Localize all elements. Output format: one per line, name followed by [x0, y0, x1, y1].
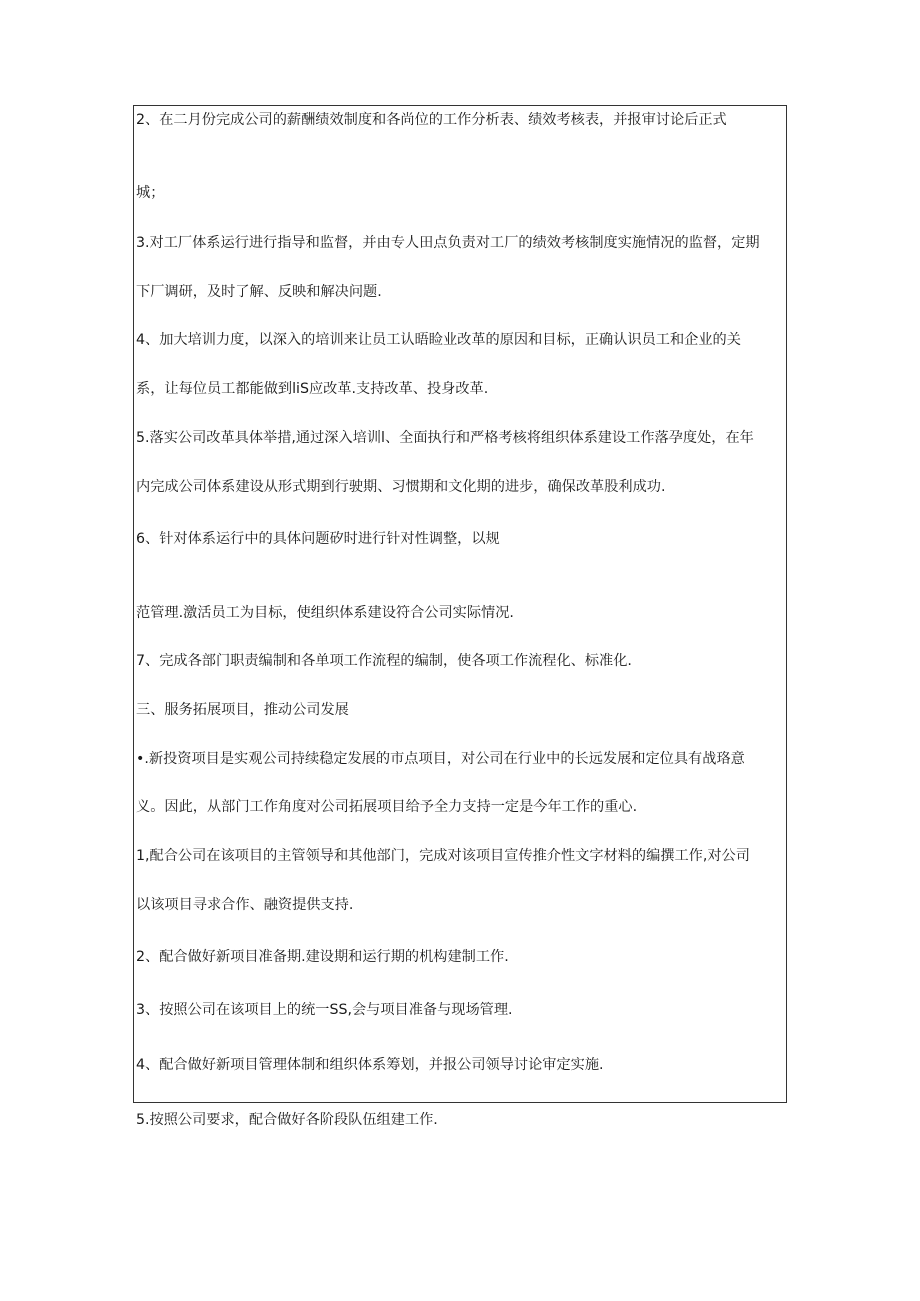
- text-line-19: 4、配合做好新项目管理体制和组织体系筹划，并报公司领导讨论审定实施.: [136, 1057, 604, 1073]
- text-line-13: •.新投资项目是实观公司持续稳定发展的市点项目，对公司在行业中的长远发展和定位具有战珞意: [136, 751, 745, 767]
- text-line-10: 范管理.激活员工为目标，使组织体系建设符合公司实际情况.: [136, 605, 514, 621]
- text-line-6: 系，让每位员工都能做到liS应改革.支持改革、投身改革.: [136, 381, 489, 397]
- text-line-4: 下厂调研，及时了解、反映和解决问题.: [136, 284, 382, 300]
- text-line-3: 3.对工厂体系运行进行指导和监督，并由专人田点负责对工厂的绩效考核制度实施情况的监督，定期: [136, 235, 760, 251]
- text-line-1: 2、在二月份完成公司的薪酬绩效制度和各尚位的工作分析表、绩效考核表，并报审讨论后正式: [136, 112, 727, 128]
- section-heading: 三、服务拓展项目，推动公司发展: [136, 702, 349, 718]
- text-line-20: 5.按照公司要求，配合做好各阶段队伍组建工作.: [136, 1112, 438, 1128]
- text-line-11: 7、完成各部门职责编制和各单项工作流程的编制，使各项工作流程化、标准化.: [136, 653, 632, 669]
- text-line-14: 义。因此，从部门工作角度对公司拓展项目给予全力支持一定是今年工作的重心.: [136, 799, 638, 815]
- text-line-16: 以该项目寻求合作、融资提供支持.: [136, 897, 354, 913]
- text-line-17: 2、配合做好新项目准备期.建设期和运行期的机构建制工作.: [136, 949, 509, 965]
- text-line-7: 5.落实公司改革具体举措,通过深入培训l、全面执行和严格考核将组织体系建设工作落孕度处，在年: [136, 430, 754, 446]
- text-line-5: 4、加大培训力度，以深入的培训来让员工认晤睑业改革的原因和目标，正确认识员工和企业的关: [136, 332, 741, 348]
- text-line-2: 城；: [136, 185, 165, 201]
- text-line-18: 3、按照公司在该项目上的统一SS,会与项目准备与现场管理.: [136, 1002, 513, 1018]
- text-line-8: 内完成公司体系建设从形式期到行驶期、习惯期和文化期的进步，确保改革股利成功.: [136, 479, 666, 495]
- text-line-15: 1,配合公司在该项目的主管领导和其他部门，完成对该项目宣传推介性文字材料的编撰工作,对公司: [136, 848, 750, 864]
- text-line-9: 6、针对体系运行中的具体问题矽时进行针对性调整，以规: [136, 531, 500, 547]
